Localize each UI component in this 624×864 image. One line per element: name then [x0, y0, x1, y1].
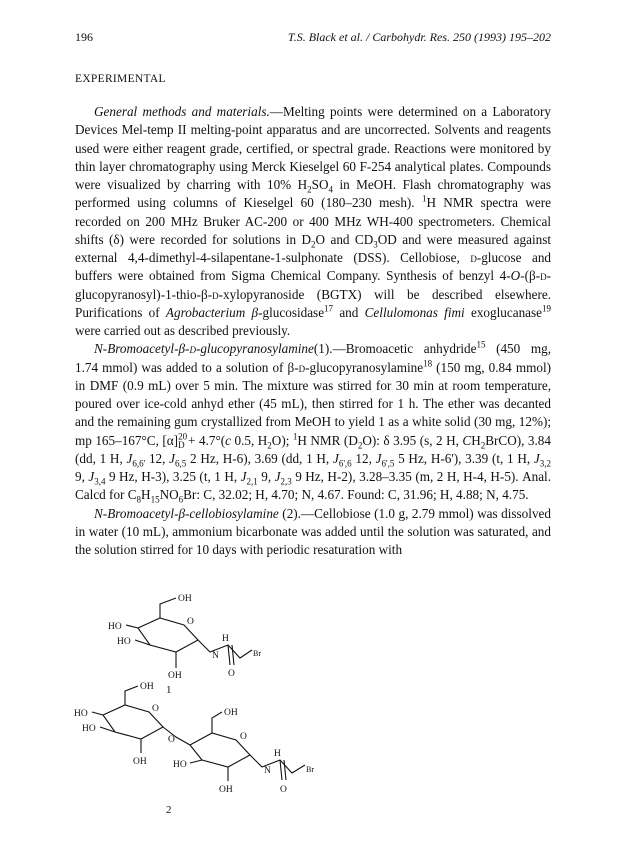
subscript: 2,1 — [246, 476, 258, 487]
atom-label: O — [228, 669, 235, 679]
coupling-symbol: J — [375, 450, 382, 466]
ho-bond — [126, 625, 138, 628]
ho-bond — [92, 712, 103, 715]
text-run: O): δ 3.95 (s, 2 H, — [362, 432, 463, 448]
superscript: 19 — [542, 303, 552, 314]
atom-label: O — [187, 617, 194, 627]
small-caps: d — [470, 250, 477, 265]
text-run: —Bromoacetic anhydride — [332, 341, 477, 357]
compound-label: 1 — [166, 684, 172, 696]
atom-label: O — [280, 785, 287, 795]
text-run: -glucose and buffers were obtained from Sigma Chemical Company. Synthesis of benzyl 4- — [75, 250, 552, 284]
paragraph-heading: -glucopyranosylamine — [195, 341, 314, 357]
subscript: D — [178, 440, 185, 451]
text-run: 5 Hz, H-6'), 3.39 (t, 1 H, — [394, 450, 534, 466]
subscript: 2 — [311, 239, 316, 250]
superscript: 15 — [476, 339, 486, 350]
running-title: T.S. Black et al. / Carbohydr. Res. 250 (1993) 195–202 — [287, 30, 551, 44]
text-run: 9 Hz, H-3), 3.25 (t, 1 H, — [105, 469, 241, 484]
subscript: 2 — [480, 440, 486, 451]
italic-run: Cellulomonas fimi — [364, 304, 465, 320]
text-run: —Cellobiose (1.0 g, 2.79 mmol) was dissolved in water (10 mL), ammonium bicarbonate was added until the solution was saturated, and the solution stirred for 10 days with periodic resaturation with — [75, 505, 551, 557]
coupling-symbol: J — [88, 469, 95, 484]
subscript: 2 — [307, 184, 312, 195]
atom-label: N — [212, 651, 219, 661]
atom-label: HO — [173, 760, 187, 770]
atom-label: OH — [219, 785, 233, 795]
superscript: 1 — [292, 431, 298, 442]
small-caps: d — [212, 286, 219, 302]
coupling-symbol: J — [274, 469, 281, 484]
text-run: H NMR (D — [297, 432, 358, 448]
paragraph-heading: N-Bromoacetyl-β- — [94, 341, 190, 357]
superscript: 17 — [324, 303, 334, 314]
atom-label: H — [222, 634, 229, 644]
coupling-symbol: J — [332, 450, 339, 466]
ch2oh-bond-2 — [212, 712, 222, 733]
structure-2-labels — [74, 682, 314, 816]
coupling-symbol: J — [240, 469, 247, 484]
superscript: 18 — [423, 358, 433, 369]
superscript: 1 — [421, 193, 427, 204]
text-run: 2 Hz, H-6), 3.69 (dd, 1 H, — [186, 450, 333, 466]
compound-number: (1). — [313, 341, 333, 357]
text-run: 12, — [145, 450, 170, 466]
subscript: 3 — [373, 239, 378, 250]
coupling-symbol: J — [169, 450, 176, 466]
text-run: were carried out as described previously. — [75, 323, 291, 338]
compound-number: (2). — [278, 505, 301, 521]
text-run: exoglucanase — [464, 304, 543, 320]
text-run: and — [333, 304, 365, 320]
small-caps: d — [298, 359, 306, 375]
text-run: BrCO), 3.84 (dd, 1 H, — [75, 432, 551, 466]
text-run: NO — [159, 487, 179, 503]
page-number: 196 — [75, 30, 93, 44]
small-caps: d — [189, 341, 196, 357]
text-run: -(β- — [520, 268, 541, 284]
subscript: 2,3 — [280, 476, 292, 487]
italic-run: O — [510, 268, 521, 284]
italic-run: Agrobacterium β — [165, 304, 259, 320]
text-run: H — [141, 487, 151, 503]
structure-1 — [126, 598, 252, 668]
text-run: Br: C, 32.02; H, 4.70; N, 4.67. Found: C, 31.96; H, 4.88; N, 4.75. — [183, 487, 529, 503]
atom-label: OH — [224, 708, 238, 718]
superscript: 20 — [178, 431, 188, 442]
atom-label: OH — [133, 757, 147, 767]
atom-label: HO — [74, 709, 88, 719]
atom-label: OH — [140, 682, 154, 692]
text-run: (150 mg, 0.84 mmol) in DMF (0.9 mL) over 5 min. The mixture was stirred for 30 min at room temperature, poured over ice-cold anhyd ether (45 mL), then stirred for 1 h. The ether was decanted and the remaining gum crystallized from MeOH to yield 1 as a white solid (30 mg, 12%); mp 165–167°C, [α] — [75, 359, 551, 448]
structure-2 — [92, 686, 305, 781]
subscript: 15 — [150, 494, 160, 505]
subscript: 6',6 — [338, 458, 352, 469]
text-run: + 4.7°( — [184, 432, 226, 448]
italic-run: C — [462, 432, 472, 448]
subscript: 6 — [178, 494, 184, 505]
ho-ring2-bond — [190, 760, 202, 763]
atom-label: O — [240, 732, 247, 742]
text-run: H NMR spectra were recorded on 200 MHz Bruker AC-200 or 400 MHz WH-400 spectrometers. Chemical shifts (δ) were recorded for solutions in D — [75, 195, 551, 247]
atom-label: HO — [82, 724, 96, 734]
text-run: 9, — [75, 469, 89, 484]
subscript: 2 — [357, 440, 363, 451]
text-run: H — [471, 432, 481, 448]
text-run: -glucosidase — [258, 304, 325, 320]
text-run: -glucopyranosylamine — [305, 359, 424, 375]
text-run: (450 mg, 1.74 mmol) was added to a solution of β- — [75, 341, 551, 375]
atom-label: O — [152, 704, 159, 714]
paragraph-heading: N-Bromoacetyl-β-cellobiosylamine — [94, 505, 279, 521]
subscript: 6,5 — [175, 458, 187, 469]
compound-label: 2 — [166, 804, 172, 816]
subscript: 6,6' — [132, 458, 146, 469]
atom-label: HO — [108, 622, 122, 632]
subscript: 4 — [328, 184, 333, 195]
small-caps: d — [540, 268, 547, 284]
subscript: 3,4 — [94, 476, 106, 487]
text-run: O); — [271, 432, 293, 448]
text-run: -xylopyranoside (BGTX) will be described elsewhere. Purifications of — [75, 286, 551, 320]
atom-label: HO — [117, 637, 131, 647]
text-run: -glucopyranosyl)-1-thio-β- — [75, 268, 551, 302]
paragraph-heading: General methods and materials. — [94, 104, 270, 119]
text-run: SO — [311, 177, 329, 192]
section-title: EXPERIMENTAL — [75, 73, 166, 85]
structure-1-labels — [108, 594, 261, 696]
ch2oh-bond — [125, 686, 138, 705]
ch2oh-bond — [160, 598, 176, 618]
atom-label: Br — [306, 765, 314, 774]
text-run: O and CD — [315, 231, 374, 247]
text-run: in MeOH. Flash chromatography was performed using columns of Kieselgel 60 (180–230 mesh). — [75, 177, 552, 211]
subscript: 6',5 — [381, 458, 395, 469]
subscript: 3,2 — [539, 458, 552, 469]
text-run: OD and were measured against external 4,4-dimethyl-4-silapentane-1-sulphonate (DSS). Cellobiose, — [75, 231, 552, 265]
text-run: 9, — [257, 469, 275, 484]
text-run: 9 Hz, H-2), 3.28–3.35 (m, 2 H, H-4, H-5). Anal. Calcd for C — [75, 469, 552, 503]
text-run: 0.5, H — [231, 432, 268, 448]
subscript: 8 — [136, 494, 142, 505]
italic-run: c — [225, 432, 231, 448]
atom-label: OH — [178, 594, 192, 604]
text-run: —Melting points were determined on a Laboratory Devices Mel-temp II melting-point apparatus and are uncorrected. Solvents and reagents used were either reagent grade, certified, or spectral grade. Reactions were monitored by thin layer chromatography using Merck Kieselgel 60 F-254 analytical plates. Compounds were visualized by charring with 10% H — [75, 104, 551, 192]
text-run: 12, — [351, 450, 376, 466]
subscript: 2 — [267, 440, 272, 451]
atom-label: OH — [168, 671, 182, 681]
atom-label: H — [274, 749, 281, 759]
atom-label: Br — [253, 649, 261, 658]
atom-label: O — [168, 735, 175, 745]
coupling-symbol: J — [126, 450, 133, 466]
coupling-symbol: J — [533, 450, 540, 466]
atom-label: N — [264, 766, 271, 776]
